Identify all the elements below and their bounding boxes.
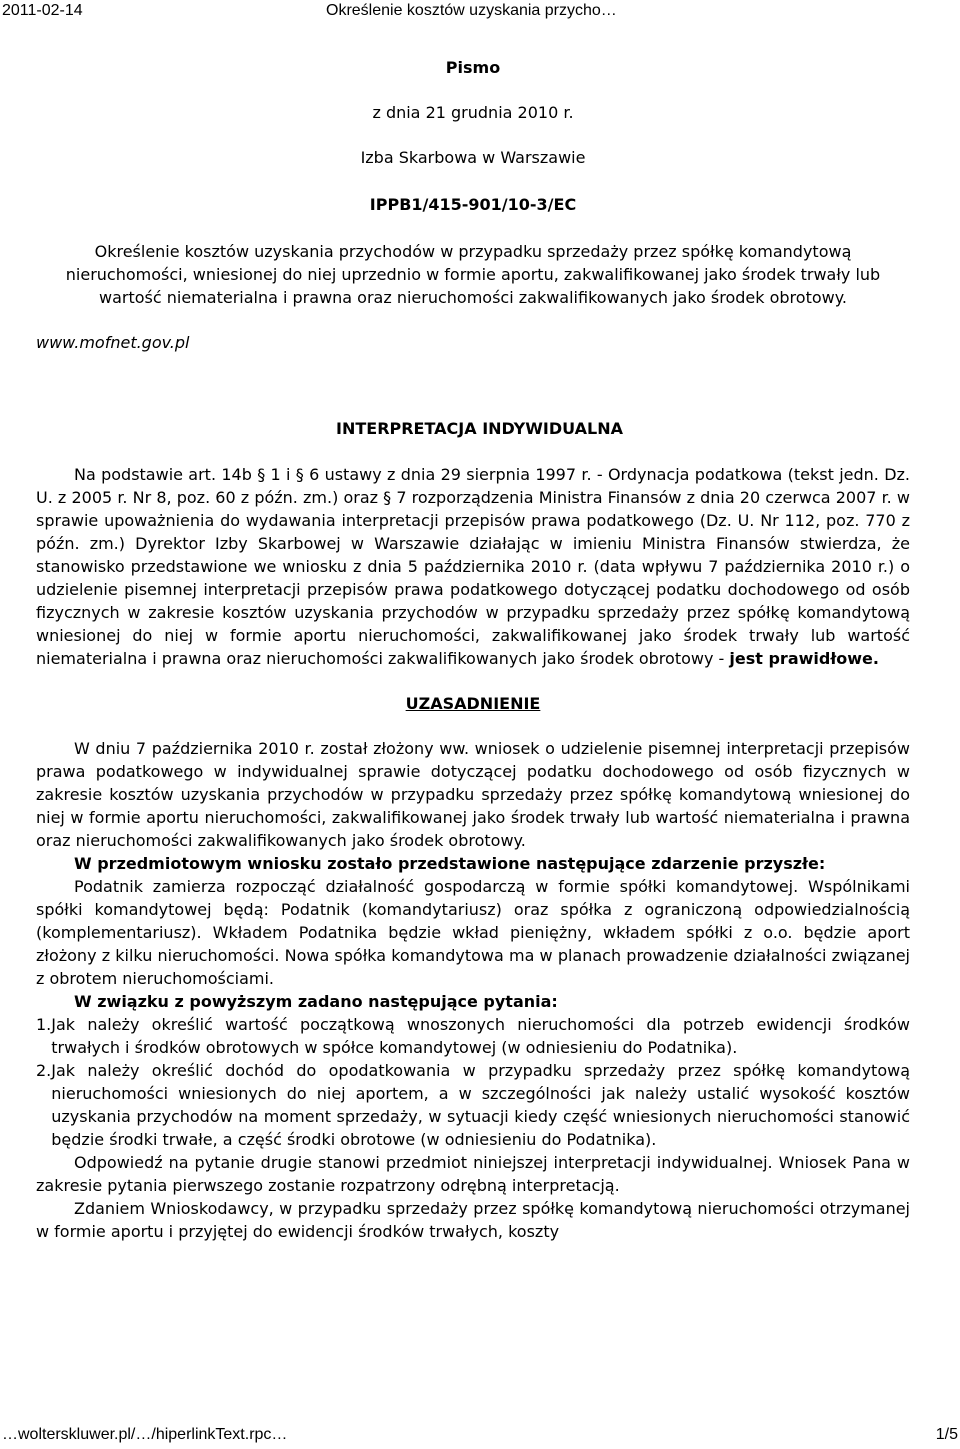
question-text: Jak należy określić dochód do opodatkowania w przypadku sprzedaży przez spółkę komandytową nieruchomości wniesionych do niej aportem, a w szczególności jak należy ustalić wysokość kosztów uzyskania przychodów na moment sprzedaży, w sytuacji kiedy część wniesionych nieruchomości stanowić będzie środki trwałe, a część środki obrotowe (w odniesieniu do Podatnika).	[51, 1061, 910, 1149]
question-number: 2.	[36, 1061, 52, 1080]
document-body	[36, 56, 910, 1243]
interpretation-heading: INTERPRETACJA INDYWIDUALNA	[336, 419, 623, 438]
source-website: www.mofnet.gov.pl	[36, 333, 190, 352]
questions-list	[36, 1013, 910, 1151]
questions-heading: W związku z powyższym zadano następujące pytania:	[74, 992, 558, 1011]
question-text: Jak należy określić wartość początkową wnoszonych nieruchomości dla potrzeb ewidencji środków trwałych i środków obrotowych w spółce komandytowej (w odniesieniu do Podatnika).	[51, 1015, 910, 1057]
justification-heading: UZASADNIENIE	[405, 694, 541, 713]
question-number: 1.	[36, 1015, 52, 1034]
list-item	[36, 1059, 910, 1151]
list-item	[36, 1013, 910, 1059]
reference-number: IPPB1/415-901/10-3/EC	[369, 195, 577, 214]
page-number: 1/5	[935, 1426, 958, 1443]
print-page-title: Określenie kosztów uzyskania przycho…	[326, 2, 617, 19]
document-date: z dnia 21 grudnia 2010 r.	[372, 103, 574, 122]
issuing-authority: Izba Skarbowa w Warszawie	[360, 148, 586, 167]
legal-basis-paragraph	[36, 463, 910, 670]
event-heading: W przedmiotowym wniosku zostało przedstawione następujące zdarzenie przyszłe:	[74, 854, 826, 873]
answer-note: Odpowiedź na pytanie drugie stanowi przedmiot niniejszej interpretacji indywidualnej. Wniosek Pana w zakresie pytania pierwszego zostanie rozpatrzony odrębną interpretacją.	[36, 1153, 910, 1195]
legal-basis-text: Na podstawie art. 14b § 1 i § 6 ustawy z dnia 29 sierpnia 1997 r. - Ordynacja podatkowa (tekst jedn. Dz. U. z 2005 r. Nr 8, poz. 60 z późn. zm.) oraz § 7 rozporządzenia Ministra Finansów z dnia 20 czerwca 2007 r. w sprawie upoważnienia do wydawania interpretacji przepisów prawa podatkowego (Dz. U. Nr 112, poz. 770 z późn. zm.) Dyrektor Izby Skarbowej w Warszawie działając w imieniu Ministra Finansów stwierdza, że stanowisko przedstawione we wniosku z dnia 5 października 2010 r. (data wpływu 7 października 2010 r.) o udzielenie pisemnej interpretacji przepisów prawa podatkowego dotyczącej podatku dochodowego od osób fizycznych w zakresie kosztów uzyskania przychodów w przypadku sprzedaży przez spółkę komandytową wniesionej do niej w formie aportu nieruchomości, zakwalifikowanej jako środek trwały lub wartość niematerialna i prawna oraz nieruchomości zakwalifikowanych jako środek obrotowy -	[36, 465, 910, 668]
document-type: Pismo	[445, 58, 501, 77]
applicant-position: Zdaniem Wnioskodawcy, w przypadku sprzedaży przez spółkę komandytową nieruchomości otrzymanej w formie aportu i przyjętej do ewidencji środków trwałych, koszty	[36, 1199, 910, 1241]
event-description: Podatnik zamierza rozpocząć działalność gospodarczą w formie spółki komandytowej. Wspólnikami spółki komandytowej będą: Podatnik (komandytariusz) oraz spółka z ograniczoną odpowiedzialnością (komplementariusz). Wkładem Podatnika będzie wkład pieniężny, wkładem spółki z o.o. będzie aport złożony z kilku nieruchomości. Nowa spółka komandytowa ma w planach prowadzenie działalności związanej z obrotem nieruchomościami.	[36, 877, 910, 988]
print-url: …wolterskluwer.pl/…/hiperlinkText.rpc…	[2, 1426, 288, 1443]
print-header	[0, 0, 960, 24]
justification-paragraph: W dniu 7 października 2010 r. został złożony ww. wniosek o udzielenie pisemnej interpretacji przepisów prawa podatkowego w indywidualnej sprawie dotyczącej podatku dochodowego od osób fizycznych w zakresie kosztów uzyskania przychodów w przypadku sprzedaży przez spółkę komandytową wniesionej do niej w formie aportu nieruchomości, zakwalifikowanej jako środek trwały lub wartość niematerialna i prawna oraz nieruchomości zakwalifikowanych jako środek obrotowy.	[36, 739, 910, 850]
print-date: 2011-02-14	[2, 2, 83, 19]
verdict: jest prawidłowe.	[729, 649, 879, 668]
print-footer	[0, 1424, 960, 1448]
document-title: Określenie kosztów uzyskania przychodów w przypadku sprzedaży przez spółkę komandytową nieruchomości, wniesionej do niej uprzednio w formie aportu, zakwalifikowanej jako środek trwały lub wartość niematerialna i prawna oraz nieruchomości zakwalifikowanych jako środek obrotowy.	[65, 242, 881, 307]
